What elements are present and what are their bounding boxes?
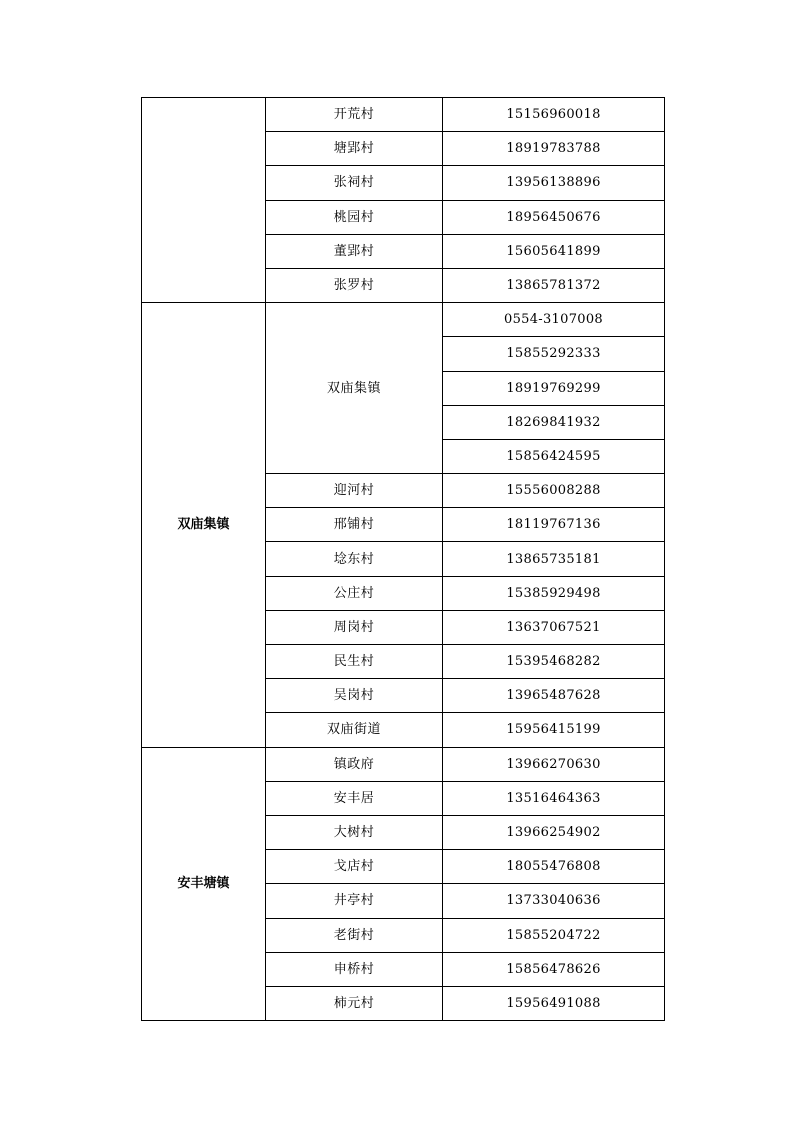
phone-number-cell: 15395468282 (443, 645, 665, 679)
phone-number-cell: 13966270630 (443, 747, 665, 781)
unit-name-cell: 吴岗村 (266, 679, 443, 713)
unit-name-cell: 戈店村 (266, 850, 443, 884)
phone-number-cell: 13965487628 (443, 679, 665, 713)
unit-name-cell: 老街村 (266, 918, 443, 952)
unit-name-cell: 安丰居 (266, 781, 443, 815)
contact-table (141, 97, 665, 1021)
unit-name-cell: 张祠村 (266, 166, 443, 200)
phone-number-cell: 18919769299 (443, 371, 665, 405)
unit-name-cell: 邢铺村 (266, 508, 443, 542)
table-row (142, 98, 665, 132)
table-row (142, 747, 665, 781)
unit-name-cell: 镇政府 (266, 747, 443, 781)
unit-name-cell: 大树村 (266, 815, 443, 849)
unit-name-cell: 双庙街道 (266, 713, 443, 747)
phone-number-cell: 13637067521 (443, 610, 665, 644)
phone-number-cell: 18919783788 (443, 132, 665, 166)
unit-name-cell: 董郢村 (266, 234, 443, 268)
phone-number-cell: 15605641899 (443, 234, 665, 268)
phone-number-cell: 15956491088 (443, 986, 665, 1020)
phone-number-cell: 15156960018 (443, 98, 665, 132)
town-cell: 双庙集镇 (142, 303, 266, 747)
phone-number-cell: 0554-3107008 (443, 303, 665, 337)
phone-number-cell: 13865781372 (443, 268, 665, 302)
phone-number-cell: 13966254902 (443, 815, 665, 849)
phone-number-cell: 15855292333 (443, 337, 665, 371)
phone-number-cell: 15556008288 (443, 474, 665, 508)
phone-number-cell: 15855204722 (443, 918, 665, 952)
unit-name-cell: 张罗村 (266, 268, 443, 302)
unit-name-cell: 迎河村 (266, 474, 443, 508)
phone-number-cell: 15956415199 (443, 713, 665, 747)
town-cell: 安丰塘镇 (142, 747, 266, 1021)
unit-name-cell: 塘郢村 (266, 132, 443, 166)
phone-number-cell: 15856478626 (443, 952, 665, 986)
unit-name-cell: 民生村 (266, 645, 443, 679)
unit-name-cell: 申桥村 (266, 952, 443, 986)
unit-name-cell: 埝东村 (266, 542, 443, 576)
town-cell (142, 98, 266, 303)
phone-number-cell: 13733040636 (443, 884, 665, 918)
contact-table-body (142, 98, 665, 1021)
phone-number-cell: 13865735181 (443, 542, 665, 576)
unit-name-cell: 周岗村 (266, 610, 443, 644)
phone-number-cell: 18269841932 (443, 405, 665, 439)
unit-name-cell: 开荒村 (266, 98, 443, 132)
unit-name-cell: 双庙集镇 (266, 303, 443, 474)
table-row (142, 303, 665, 337)
phone-number-cell: 18055476808 (443, 850, 665, 884)
phone-number-cell: 18956450676 (443, 200, 665, 234)
unit-name-cell: 桃园村 (266, 200, 443, 234)
unit-name-cell: 柿元村 (266, 986, 443, 1020)
unit-name-cell: 公庄村 (266, 576, 443, 610)
phone-number-cell: 15856424595 (443, 439, 665, 473)
phone-number-cell: 13956138896 (443, 166, 665, 200)
phone-number-cell: 15385929498 (443, 576, 665, 610)
phone-number-cell: 18119767136 (443, 508, 665, 542)
phone-number-cell: 13516464363 (443, 781, 665, 815)
unit-name-cell: 井亭村 (266, 884, 443, 918)
